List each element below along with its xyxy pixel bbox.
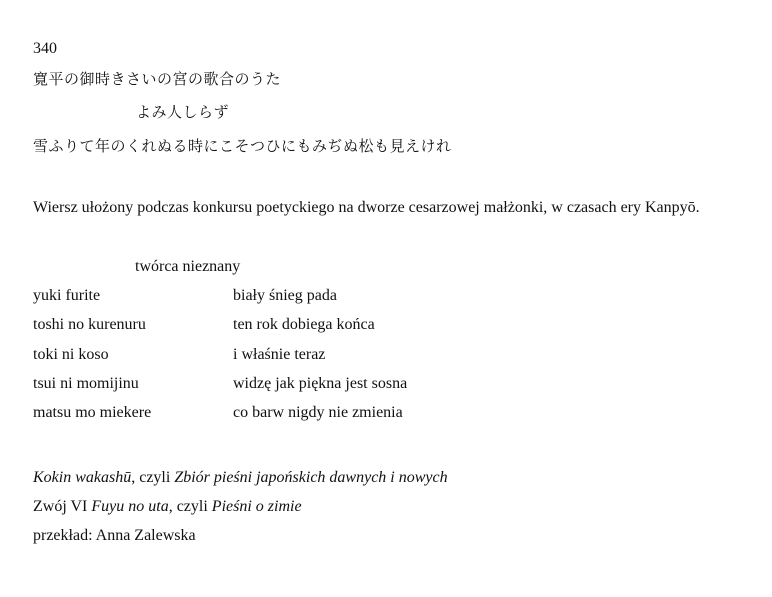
verse-romaji: yuki furite xyxy=(33,287,101,304)
scroll-title: Fuyu no uta xyxy=(91,498,169,515)
source-citation xyxy=(33,468,448,488)
polish-intro: Wiersz ułożony podczas konkursu poetyckiego na dworze cesarzowej małżonki, w czasach ery Kanpyō. xyxy=(33,199,700,216)
work-subtitle: Zbiór pieśni japońskich dawnych i nowych xyxy=(174,469,448,486)
page-number: 340 xyxy=(33,40,57,57)
translator-credit: przekład: Anna Zalewska xyxy=(33,527,196,544)
verse-translation: biały śnieg pada xyxy=(233,287,337,304)
separator: , czyli xyxy=(168,498,212,515)
japanese-author: よみ人しらず xyxy=(136,103,230,121)
verse-translation: widzę jak piękna jest sosna xyxy=(233,375,408,392)
work-title: Kokin wakashū xyxy=(33,469,132,486)
scroll-citation xyxy=(33,497,302,517)
japanese-poem: 雪ふりて年のくれぬる時にこそつひにもみぢぬ松も見えけれ xyxy=(33,137,452,155)
verse-translation: co barw nigdy nie zmienia xyxy=(233,404,403,421)
verse-translation: i właśnie teraz xyxy=(233,346,326,363)
verse-romaji: tsui ni momijinu xyxy=(33,375,139,392)
verse-romaji: toki ni koso xyxy=(33,346,109,363)
verse-romaji: toshi no kurenuru xyxy=(33,316,146,333)
polish-author: twórca nieznany xyxy=(135,258,241,275)
scroll-subtitle: Pieśni o zimie xyxy=(211,498,302,515)
japanese-title: 寛平の御時きさいの宮の歌合のうた xyxy=(33,70,282,88)
verse-translation: ten rok dobiega końca xyxy=(233,316,375,333)
separator: , czyli xyxy=(131,469,175,486)
verse-romaji: matsu mo miekere xyxy=(33,404,152,421)
scroll-prefix: Zwój VI xyxy=(33,498,92,515)
